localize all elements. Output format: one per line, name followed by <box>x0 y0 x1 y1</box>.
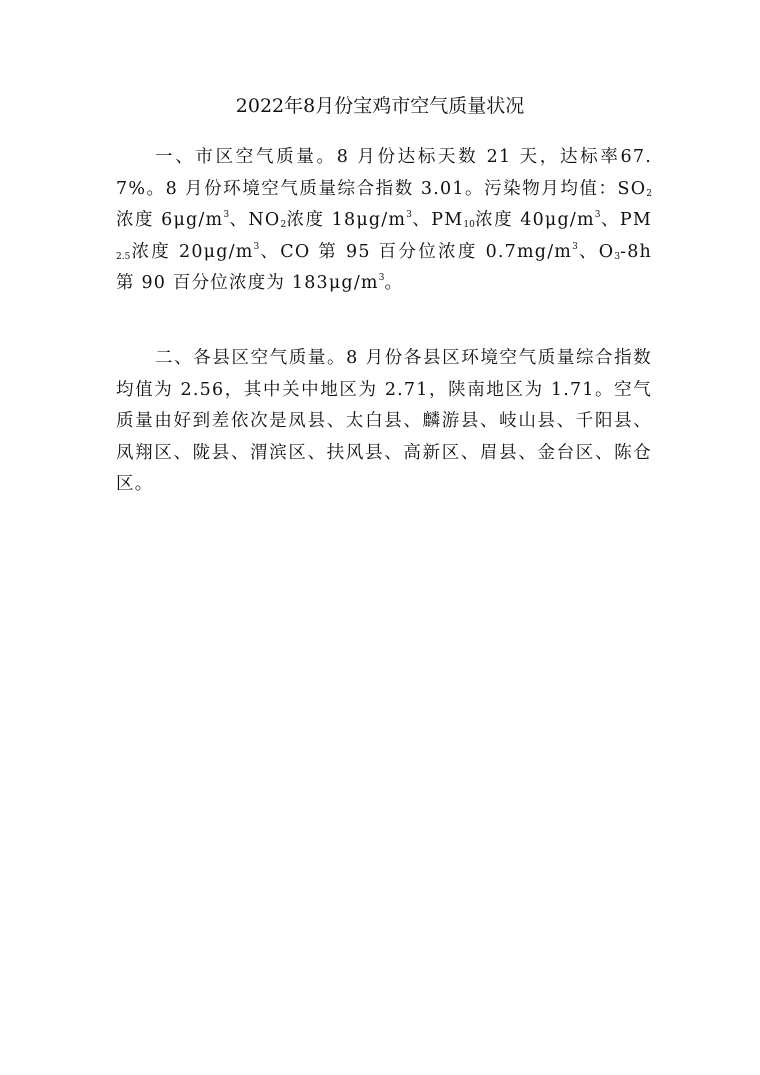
text-segment: 浓度 18μg/m <box>286 210 407 231</box>
superscript: 3 <box>594 210 601 221</box>
subscript: 10 <box>463 220 475 231</box>
subscript: 2 <box>646 188 652 199</box>
superscript: 3 <box>572 241 578 252</box>
text-segment: 、CO 第 95 百分位浓度 0.7mg/m <box>259 241 573 262</box>
subscript: 2 <box>280 220 287 231</box>
subscript: 2.5 <box>116 251 131 262</box>
superscript: 3 <box>223 210 230 221</box>
text-segment: 浓度 20μg/m <box>130 241 254 262</box>
superscript: 3 <box>406 210 412 221</box>
text-segment: 浓度 40μg/m <box>474 210 595 231</box>
subscript: 3 <box>614 251 621 262</box>
text-segment: 、NO <box>229 210 281 231</box>
document-title: 2022年8月份宝鸡市空气质量状况 <box>235 95 525 117</box>
text-segment: 一、市区空气质量。8 月份达标天数 21 天，达标率67.7%。8 月份环境空气质量综合指数 3.01。污染物月均值：SO <box>116 147 652 199</box>
paragraph-city-air-quality <box>116 142 652 300</box>
text-segment: 、PM <box>411 210 464 231</box>
superscript: 3 <box>378 273 385 284</box>
superscript: 3 <box>253 241 260 252</box>
text-segment: 、PM <box>600 210 652 231</box>
text-segment: 、O <box>577 241 615 262</box>
text-segment: 。 <box>384 273 404 294</box>
text-segment: 浓度 6μg/m <box>116 210 224 231</box>
text-segment: -8h 第 90 百分位浓度为 183μg/m <box>116 241 653 294</box>
paragraph-county-air-quality: 二、各县区空气质量。8 月份各县区环境空气质量综合指数均值为 2.56，其中关中地区为 2.71，陕南地区为 1.71。空气质量由好到差依次是凤县、太白县、麟游县、岐山县、千阳县、凤翔区、陇县、渭滨区、扶风县、高新区、眉县、金台区、陈仓区。 <box>116 348 652 495</box>
